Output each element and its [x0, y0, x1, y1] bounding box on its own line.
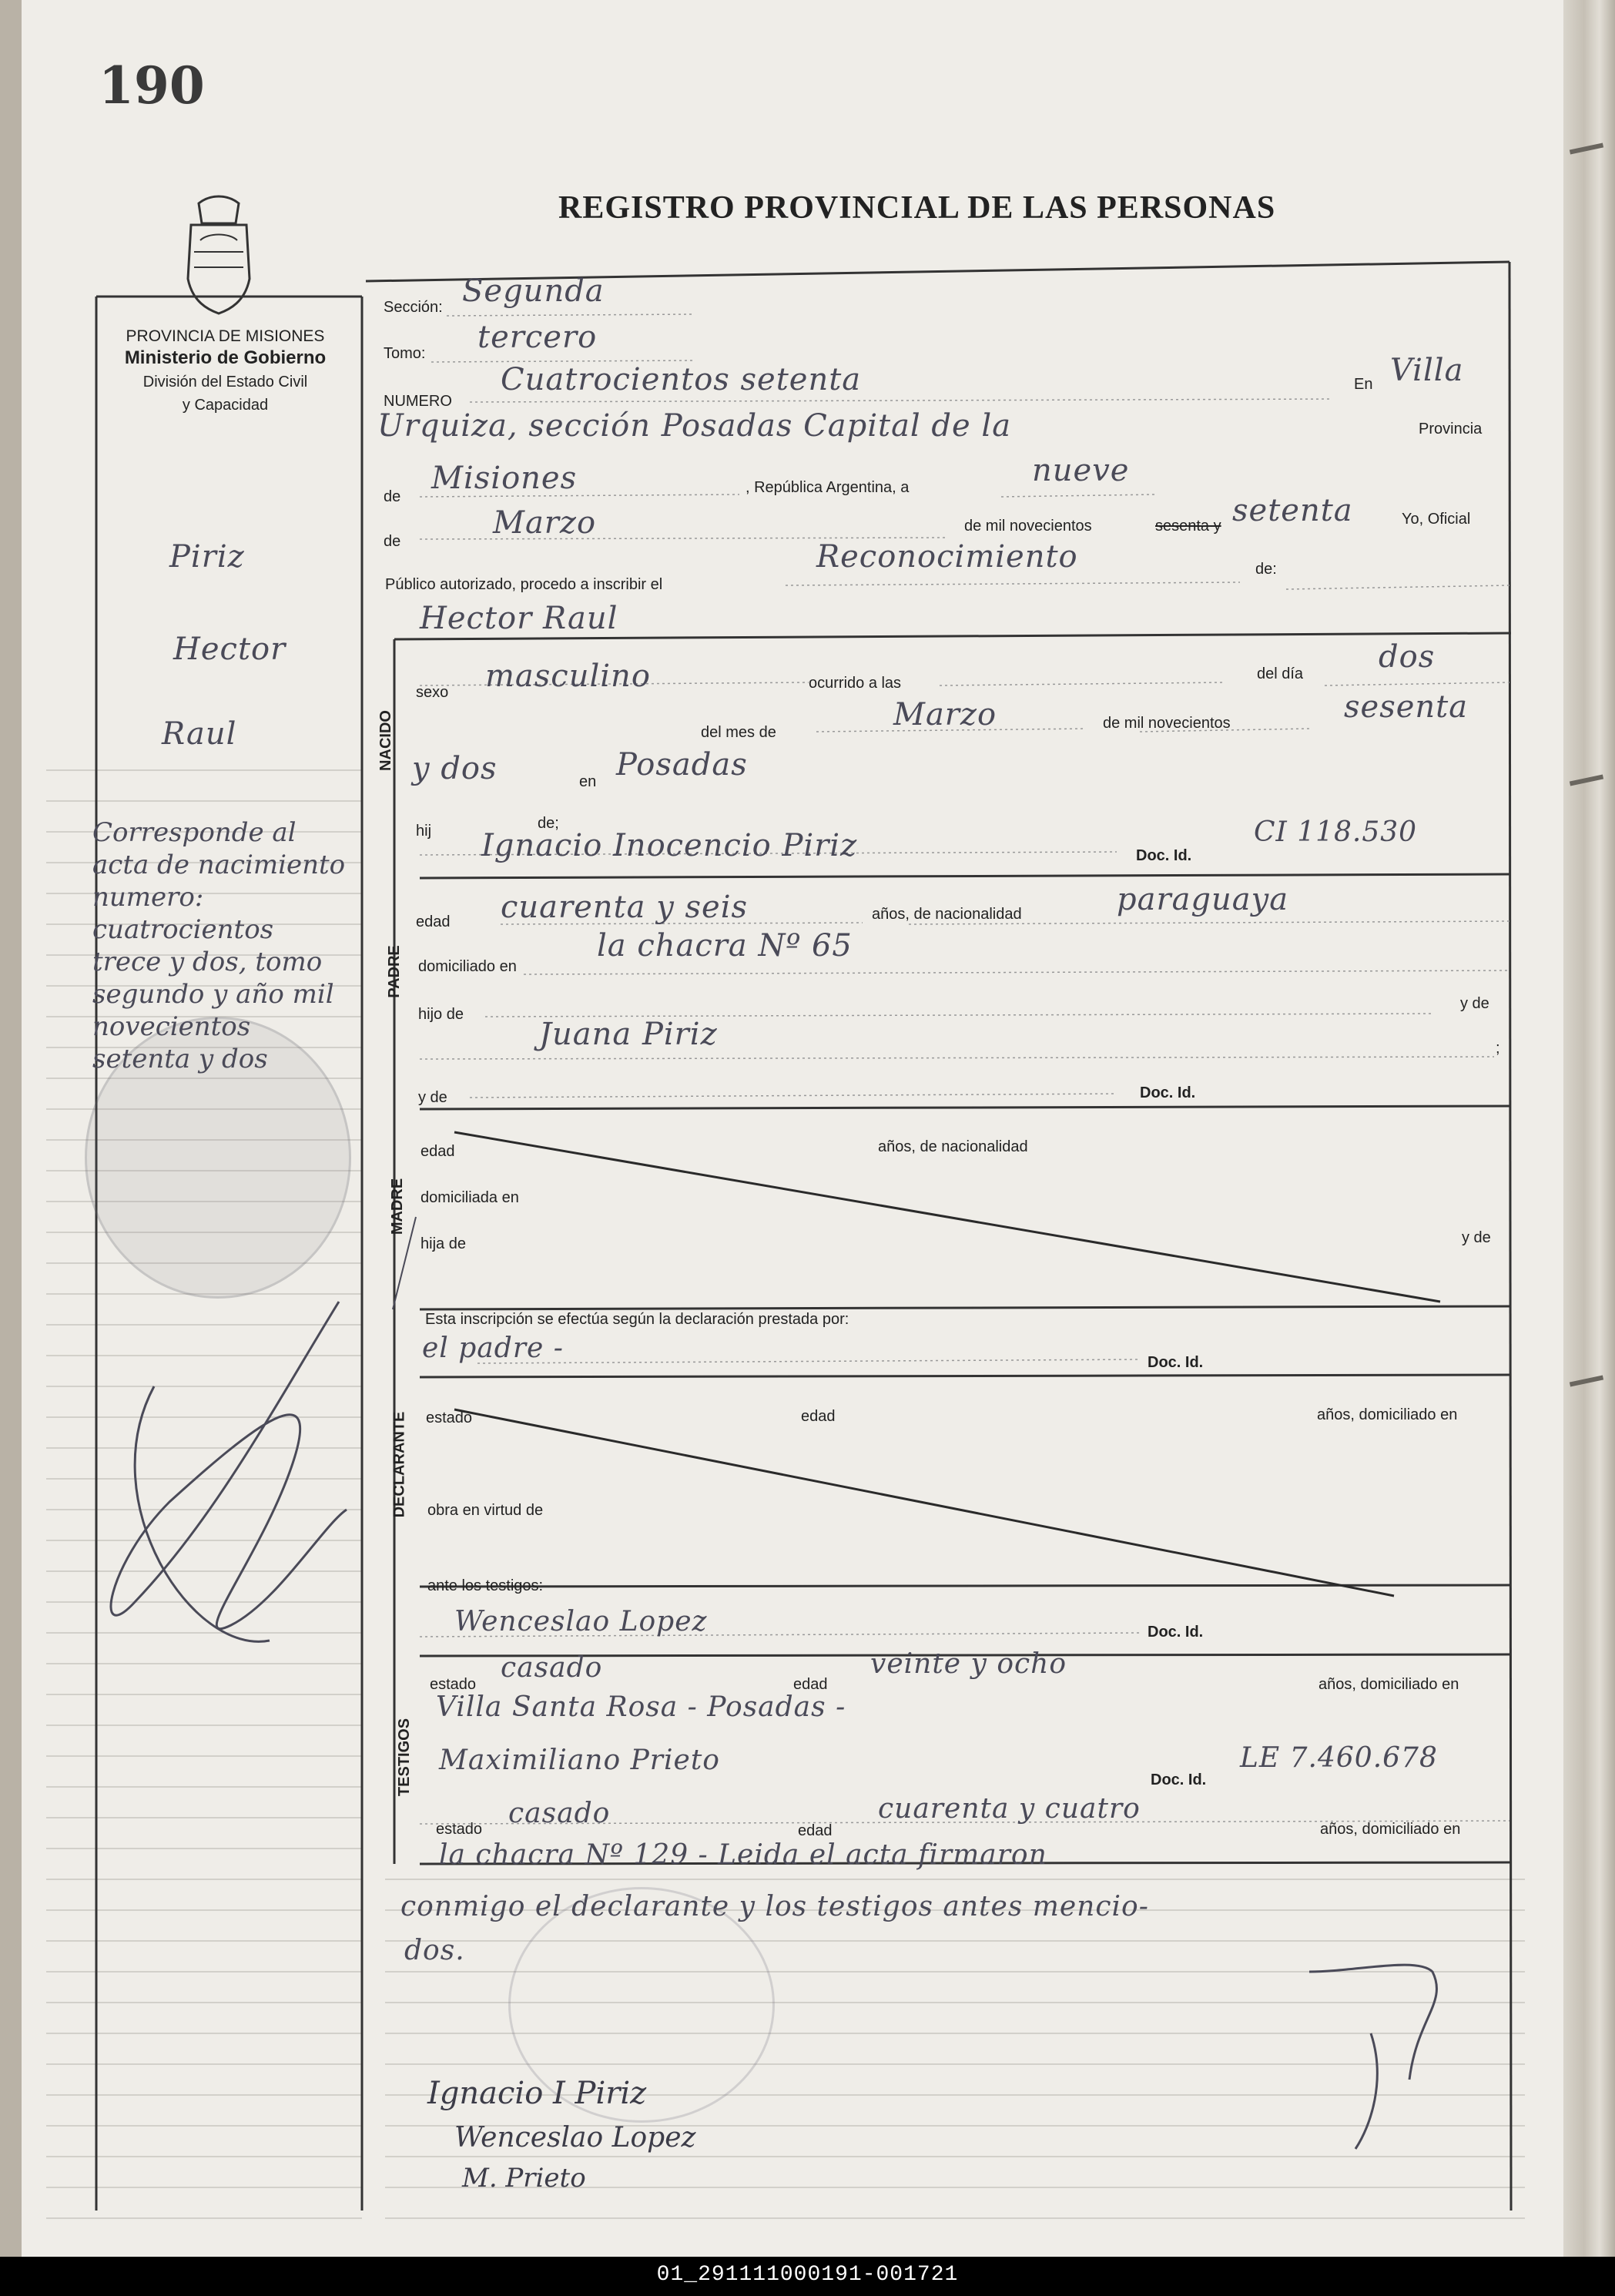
value-dia: nueve	[1032, 453, 1130, 488]
value-testigo2-estado: casado	[508, 1798, 611, 1829]
label-nac-madre: años, de nacionalidad	[878, 1138, 1028, 1155]
section-madre-label: MADRE	[389, 1178, 407, 1235]
label-publico: Público autorizado, procedo a inscribir el	[385, 576, 663, 593]
ministry-block	[96, 327, 354, 415]
section-testigos-label: TESTIGOS	[396, 1718, 414, 1797]
label-estado-testigo2: estado	[436, 1821, 483, 1838]
province-name: PROVINCIA DE MISIONES	[126, 327, 325, 345]
value-provincia: Misiones	[431, 461, 578, 496]
margin-surname: Piriz	[169, 539, 245, 575]
label-doc-testigo2: Doc. Id.	[1151, 1771, 1207, 1788]
value-tomo: tercero	[477, 320, 598, 355]
label-seccion: Sección:	[384, 299, 443, 316]
label-sexo: sexo	[416, 684, 449, 701]
value-testigo2: Maximiliano Prieto	[439, 1745, 720, 1776]
value-padre-madre: Juana Piriz	[539, 1017, 718, 1052]
label-edad-madre: edad	[421, 1143, 455, 1160]
value-testigo1-estado: casado	[501, 1652, 603, 1684]
value-testigo2-dom: la chacra Nº 129 - Leida el acta firmaron	[439, 1839, 1047, 1871]
value-padre-dom: la chacra Nº 65	[597, 928, 853, 964]
label-edad-testigo2: edad	[798, 1822, 833, 1839]
label-y-de-padre: y de	[1460, 995, 1489, 1012]
value-seccion: Segunda	[462, 273, 605, 309]
section-nacido-label: NACIDO	[377, 710, 394, 771]
value-testigo2-doc: LE 7.460.678	[1240, 1742, 1438, 1774]
register-title: REGISTRO PROVINCIAL DE LAS PERSONAS	[558, 190, 1276, 226]
signature-witness2: M. Prieto	[462, 2163, 586, 2194]
value-mes: Marzo	[493, 505, 597, 541]
value-en: Villa	[1390, 353, 1464, 388]
label-del-dia: del día	[1257, 665, 1304, 682]
label-tomo: Tomo:	[384, 345, 426, 362]
value-mes-nac: Marzo	[893, 697, 997, 732]
label-edad-testigo1: edad	[793, 1676, 828, 1693]
label-en-nac: en	[579, 773, 597, 790]
label-en: En	[1354, 376, 1373, 393]
label-edad-padre: edad	[416, 913, 451, 930]
label-nac-padre: años, de nacionalidad	[872, 906, 1022, 923]
label-de-sc: de;	[538, 815, 559, 832]
label-dom-testigo2: años, domiciliado en	[1320, 1821, 1461, 1838]
value-padre-doc: CI 118.530	[1254, 816, 1418, 848]
label-dom-testigo1: años, domiciliado en	[1318, 1676, 1459, 1693]
section-padre-label: PADRE	[385, 945, 403, 998]
value-testigo1-edad: veinte y ocho	[870, 1648, 1067, 1680]
label-declaracion: Esta inscripción se efectúa según la declaración prestada por:	[425, 1311, 849, 1328]
label-yo-oficial: Yo, Oficial	[1402, 511, 1471, 528]
label-dom-declarante: años, domiciliado en	[1317, 1406, 1458, 1423]
label-de-mil-nac: de mil novecientos	[1103, 715, 1231, 732]
label-de-colon: de:	[1255, 561, 1277, 578]
value-acto: Reconocimiento	[816, 539, 1078, 575]
label-ante: ante los testigos:	[427, 1577, 544, 1594]
section-declarante-label: DECLARANTE	[390, 1411, 408, 1518]
value-lugar-nac: Posadas	[616, 747, 748, 783]
label-doc-padre: Doc. Id.	[1136, 847, 1192, 864]
value-numero: Cuatrocientos setenta	[501, 362, 862, 397]
label-de-mil: de mil novecientos	[964, 518, 1092, 535]
label-estado-declarante: estado	[426, 1409, 473, 1426]
label-doc-declarante: Doc. Id.	[1148, 1354, 1204, 1371]
label-estado-testigo1: estado	[430, 1676, 477, 1693]
label-dom-madre: domiciliada en	[421, 1189, 519, 1206]
label-hij: hij	[416, 823, 432, 840]
signature-witness1: Wenceslao Lopez	[454, 2122, 696, 2154]
label-sesenta-y: sesenta y	[1155, 518, 1221, 535]
label-de-mes: de	[384, 533, 401, 550]
closing-line1: conmigo el declarante y los testigos antes mencio-	[400, 1891, 1149, 1922]
label-y-de-start: y de	[418, 1089, 447, 1106]
value-padre-edad: cuarenta y seis	[501, 890, 749, 925]
value-lugar: Urquiza, sección Posadas Capital de la	[377, 408, 1012, 444]
value-testigo2-edad: cuarenta y cuatro	[878, 1793, 1141, 1825]
margin-name2: Raul	[162, 716, 237, 752]
value-anio-nac1: sesenta	[1344, 689, 1469, 725]
label-edad-declarante: edad	[801, 1408, 836, 1425]
label-obra: obra en virtud de	[427, 1502, 544, 1519]
label-del-mes: del mes de	[701, 724, 776, 741]
label-y-de-madre: y de	[1462, 1229, 1491, 1246]
label-dom-padre: domiciliado en	[418, 958, 517, 975]
ministry-name: Ministerio de Gobierno	[124, 347, 327, 368]
value-nombre: Hector Raul	[420, 601, 618, 636]
image-identifier: 01_291111000191-001721	[656, 2263, 959, 2287]
label-doc-madre-padre: Doc. Id.	[1140, 1084, 1196, 1101]
label-hija-de: hija de	[421, 1235, 466, 1252]
label-doc-testigo1: Doc. Id.	[1148, 1624, 1204, 1641]
label-de-provincia: de	[384, 488, 401, 505]
label-numero: NUMERO	[384, 393, 452, 410]
closing-line2: dos.	[404, 1935, 465, 1966]
provincial-crest-icon	[176, 194, 262, 316]
value-declarante: el padre -	[422, 1332, 564, 1364]
value-anio-nac2: y dos	[412, 751, 498, 786]
label-ocurrido: ocurrido a las	[809, 675, 902, 692]
folio-number: 190	[99, 55, 205, 116]
value-sexo: masculino	[485, 659, 651, 694]
value-testigo1-dom: Villa Santa Rosa - Posadas -	[436, 1691, 846, 1723]
division-line1: División del Estado Civil	[142, 374, 308, 390]
label-hijo-de: hijo de	[418, 1006, 464, 1023]
label-provincia: Provincia	[1419, 421, 1483, 437]
footer-bar	[0, 2257, 1615, 2296]
label-republica: , República Argentina, a	[746, 479, 910, 496]
margin-annotation: Corresponde al acta de nacimiento numero: cuatrocientos trece y dos, tomo segundo y año mil novecientos setenta y dos	[92, 817, 346, 1074]
division-line2: y Capacidad	[182, 397, 269, 414]
value-dia-nac: dos	[1379, 639, 1436, 675]
value-padre-nombre: Ignacio Inocencio Piriz	[481, 828, 858, 863]
value-anio: setenta	[1232, 493, 1353, 528]
signature-father: Ignacio I Piriz	[427, 2076, 647, 2111]
value-padre-nac: paraguaya	[1117, 882, 1289, 917]
value-testigo1: Wenceslao Lopez	[454, 1606, 708, 1637]
margin-name1: Hector	[173, 632, 286, 667]
label-semicolon: ;	[1496, 1040, 1500, 1057]
